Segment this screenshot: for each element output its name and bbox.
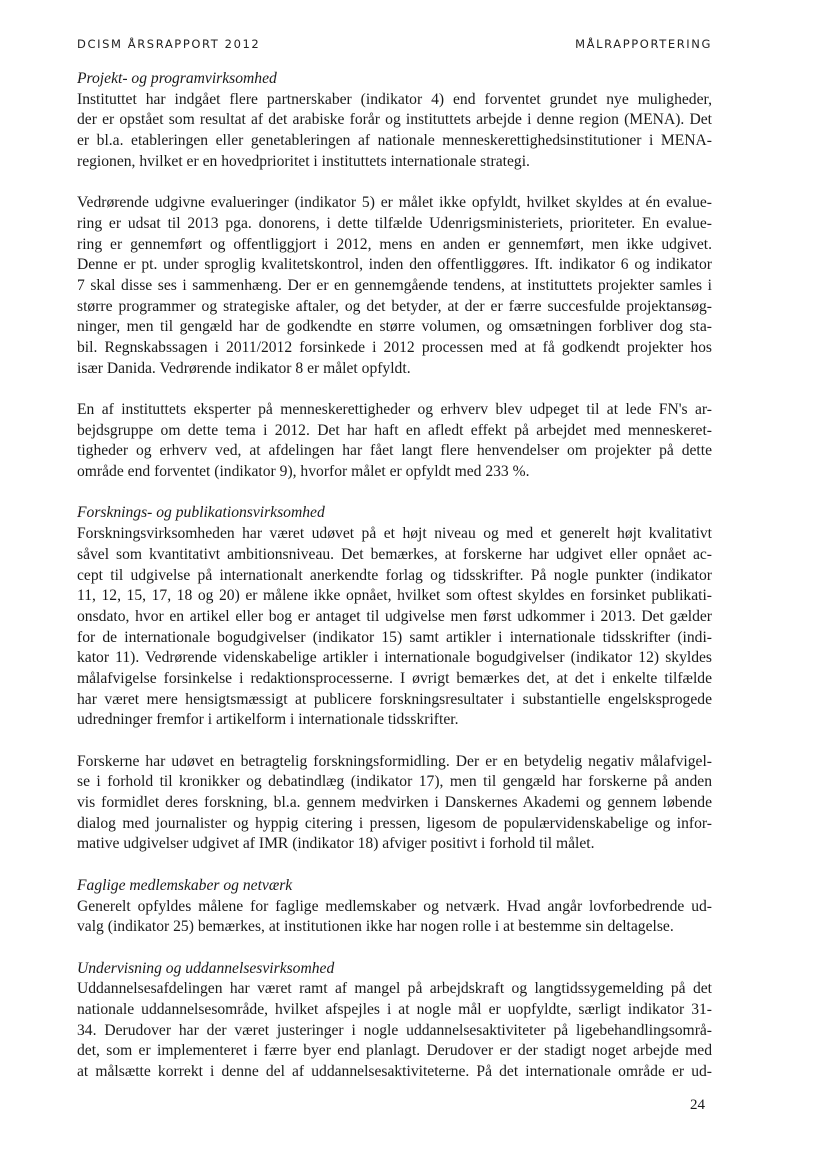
- text-line: område end forventet (indikator 9), hvorfor målet er opfyldt med 233 %.: [77, 463, 530, 481]
- text-line: det, som er implementeret i færre byer end planlagt. Derudover er der stadigt noget arbejde med: [77, 1042, 712, 1060]
- section: [77, 69, 712, 483]
- paragraph: [77, 752, 712, 855]
- text-line: Forskningsvirksomheden har været udøvet på et højt niveau og med et generelt højt kvalitativt: [77, 525, 712, 543]
- paragraph-gap: [77, 379, 712, 400]
- text-line: især Danida. Vedrørende indikator 8 er målet opfyldt.: [77, 359, 411, 377]
- text-line: bejdsgruppe om dette tema i 2012. Det har haft en afledt effekt på arbejdet med menneskeret-: [77, 421, 712, 439]
- paragraph: [77, 90, 712, 173]
- text-line: Uddannelsesafdelingen har været ramt af mangel på arbejdskraft og langtidssygemelding på det: [77, 980, 712, 998]
- paragraph: [77, 897, 712, 938]
- section-heading: Undervisning og uddannelsesvirksomhed: [77, 959, 335, 977]
- section-gap: [77, 938, 712, 959]
- section-heading: Projekt- og programvirksomhed: [77, 70, 277, 87]
- text-line: ring er gennemført og offentliggjort i 2012, mens en anden er gennemført, men ikke udgivet.: [77, 235, 712, 253]
- text-line: ring er udsat til 2013 pga. donorens, i dette tilfælde Udenrigsministeriets, prioriteter. En evalue-: [77, 214, 712, 232]
- text-line: Vedrørende udgivne evalueringer (indikator 5) er målet ikke opfyldt, hvilket skyldes at én evalue-: [77, 194, 712, 212]
- text-line: Generelt opfyldes målene for faglige medlemskaber og netværk. Hvad angår lovforbedrende ud-: [77, 897, 712, 915]
- section: [77, 876, 712, 938]
- text-line: at målsætte korrekt i denne del af uddannelsesaktiviteterne. På det internationale område er ud-: [77, 1063, 712, 1080]
- text-line: tigheder og erhverv ved, at afdelingen har fået langt flere henvendelser om projekter på dette: [77, 442, 712, 460]
- running-header-left: DCISM ÅRSRAPPORT 2012: [77, 37, 261, 51]
- text-line: nationale uddannelsesområde, hvilket afspejles i at nogle mål er uopfyldte, særligt indikator 31-: [77, 1000, 712, 1018]
- document-body: [77, 69, 712, 1083]
- text-line: mative udgivelser udgivet af IMR (indikator 18) afviger positivt i forhold til målet.: [77, 835, 595, 853]
- paragraph-gap: [77, 172, 712, 193]
- section-gap: [77, 855, 712, 876]
- text-line: cept til udgivelse på internationalt anerkendte forlag og tidsskrifter. På nogle punkter (indikator: [77, 566, 712, 584]
- text-line: Forskerne har udøvet en betragtelig forskningsformidling. Der er en betydelig negativ målafvigel-: [77, 752, 712, 770]
- page-number: 24: [690, 1097, 705, 1113]
- paragraph: [77, 979, 712, 1082]
- text-line: udredninger fremfor i artikelform i internationale tidsskrifter.: [77, 711, 459, 729]
- section: [77, 959, 712, 1083]
- text-line: kator 11). Vedrørende videnskabelige artikler i internationale bogudgivelser (indikator 12) skyldes: [77, 649, 712, 667]
- text-line: regionen, hvilket er en hovedprioritet i instituttets internationale strategi.: [77, 152, 530, 170]
- text-line: Instituttet har indgået flere partnerskaber (indikator 4) end forventet grundet nye muligheder,: [77, 90, 712, 108]
- text-line: såvel som kvantitativt ambitionsniveau. Det bemærkes, at forskerne har udgivet eller opnået ac-: [77, 545, 712, 563]
- running-header-right: MÅLRAPPORTERING: [575, 37, 712, 51]
- text-line: vis formidlet deres forskning, bl.a. gennem medvirken i Danskernes Akademi og gennem løbende: [77, 794, 712, 812]
- text-line: dialog med journalister og hyppig citering i pressen, ligesom de populærvidenskabelige og infor-: [77, 814, 712, 832]
- text-line: er bl.a. etableringen eller genetableringen af nationale menneskerettighedsinstitutioner i MENA-: [77, 132, 712, 150]
- text-line: 11, 12, 15, 17, 18 og 20) er målene ikke opnået, hvilket som oftest skyldes en forsinket publikati-: [77, 587, 712, 605]
- section-heading: Forsknings- og publikationsvirksomhed: [77, 504, 325, 522]
- paragraph: [77, 193, 712, 379]
- text-line: målafvigelse forsinkelse i redaktionsprocesserne. I øvrigt bemærkes det, at det i enkelte tilfælde: [77, 669, 712, 687]
- text-line: har været mere hensigtsmæssigt at publicere forskningsresultater i substantielle engelsksprogede: [77, 690, 712, 708]
- text-line: valg (indikator 25) bemærkes, at institutionen ikke har nogen rolle i at bestemme sin deltagelse.: [77, 918, 674, 936]
- text-line: der er opstået som resultat af det arabiske forår og instituttets arbejde i denne region (MENA). Det: [77, 111, 712, 129]
- text-line: bil. Regnskabssagen i 2011/2012 forsinkede i 2012 processen med at få godkendt projekter hos: [77, 338, 712, 356]
- text-line: for de internationale bogudgivelser (indikator 15) samt artikler i internationale tidsskrifter (indi-: [77, 628, 712, 646]
- section-gap: [77, 483, 712, 504]
- section-heading: Faglige medlemskaber og netværk: [77, 876, 293, 894]
- section: [77, 503, 712, 855]
- text-line: ninger, men til gengæld har de godkendte en større volumen, og omsætningen forbliver dog sta-: [77, 318, 712, 336]
- text-line: større programmer og strategiske aftaler, og det betyder, at der er færre succesfulde projektansøg-: [77, 297, 712, 315]
- text-line: se i forhold til kronikker og debatindlæg (indikator 17), men til gengæld har forskerne på anden: [77, 773, 712, 791]
- paragraph-gap: [77, 731, 712, 752]
- paragraph: [77, 524, 712, 731]
- text-line: onsdato, hvor en artikel eller bog er antaget til udgivelse men først udkommer i 2013. Det gælder: [77, 607, 712, 625]
- text-line: 7 skal disse ses i sammenhæng. Der er en gennemgående tendens, at instituttets projekter samles i: [77, 276, 712, 294]
- paragraph: [77, 400, 712, 483]
- text-line: En af instituttets eksperter på menneskerettigheder og erhverv blev udpeget til at lede FN's ar-: [77, 401, 712, 418]
- text-line: 34. Derudover har der været justeringer i nogle uddannelsesaktiviteter på ligebehandlingsområ-: [77, 1021, 712, 1039]
- text-line: Denne er pt. under sproglig kvalitetskontrol, inden den offentliggøres. Ift. indikator 6 og indikator: [77, 256, 712, 274]
